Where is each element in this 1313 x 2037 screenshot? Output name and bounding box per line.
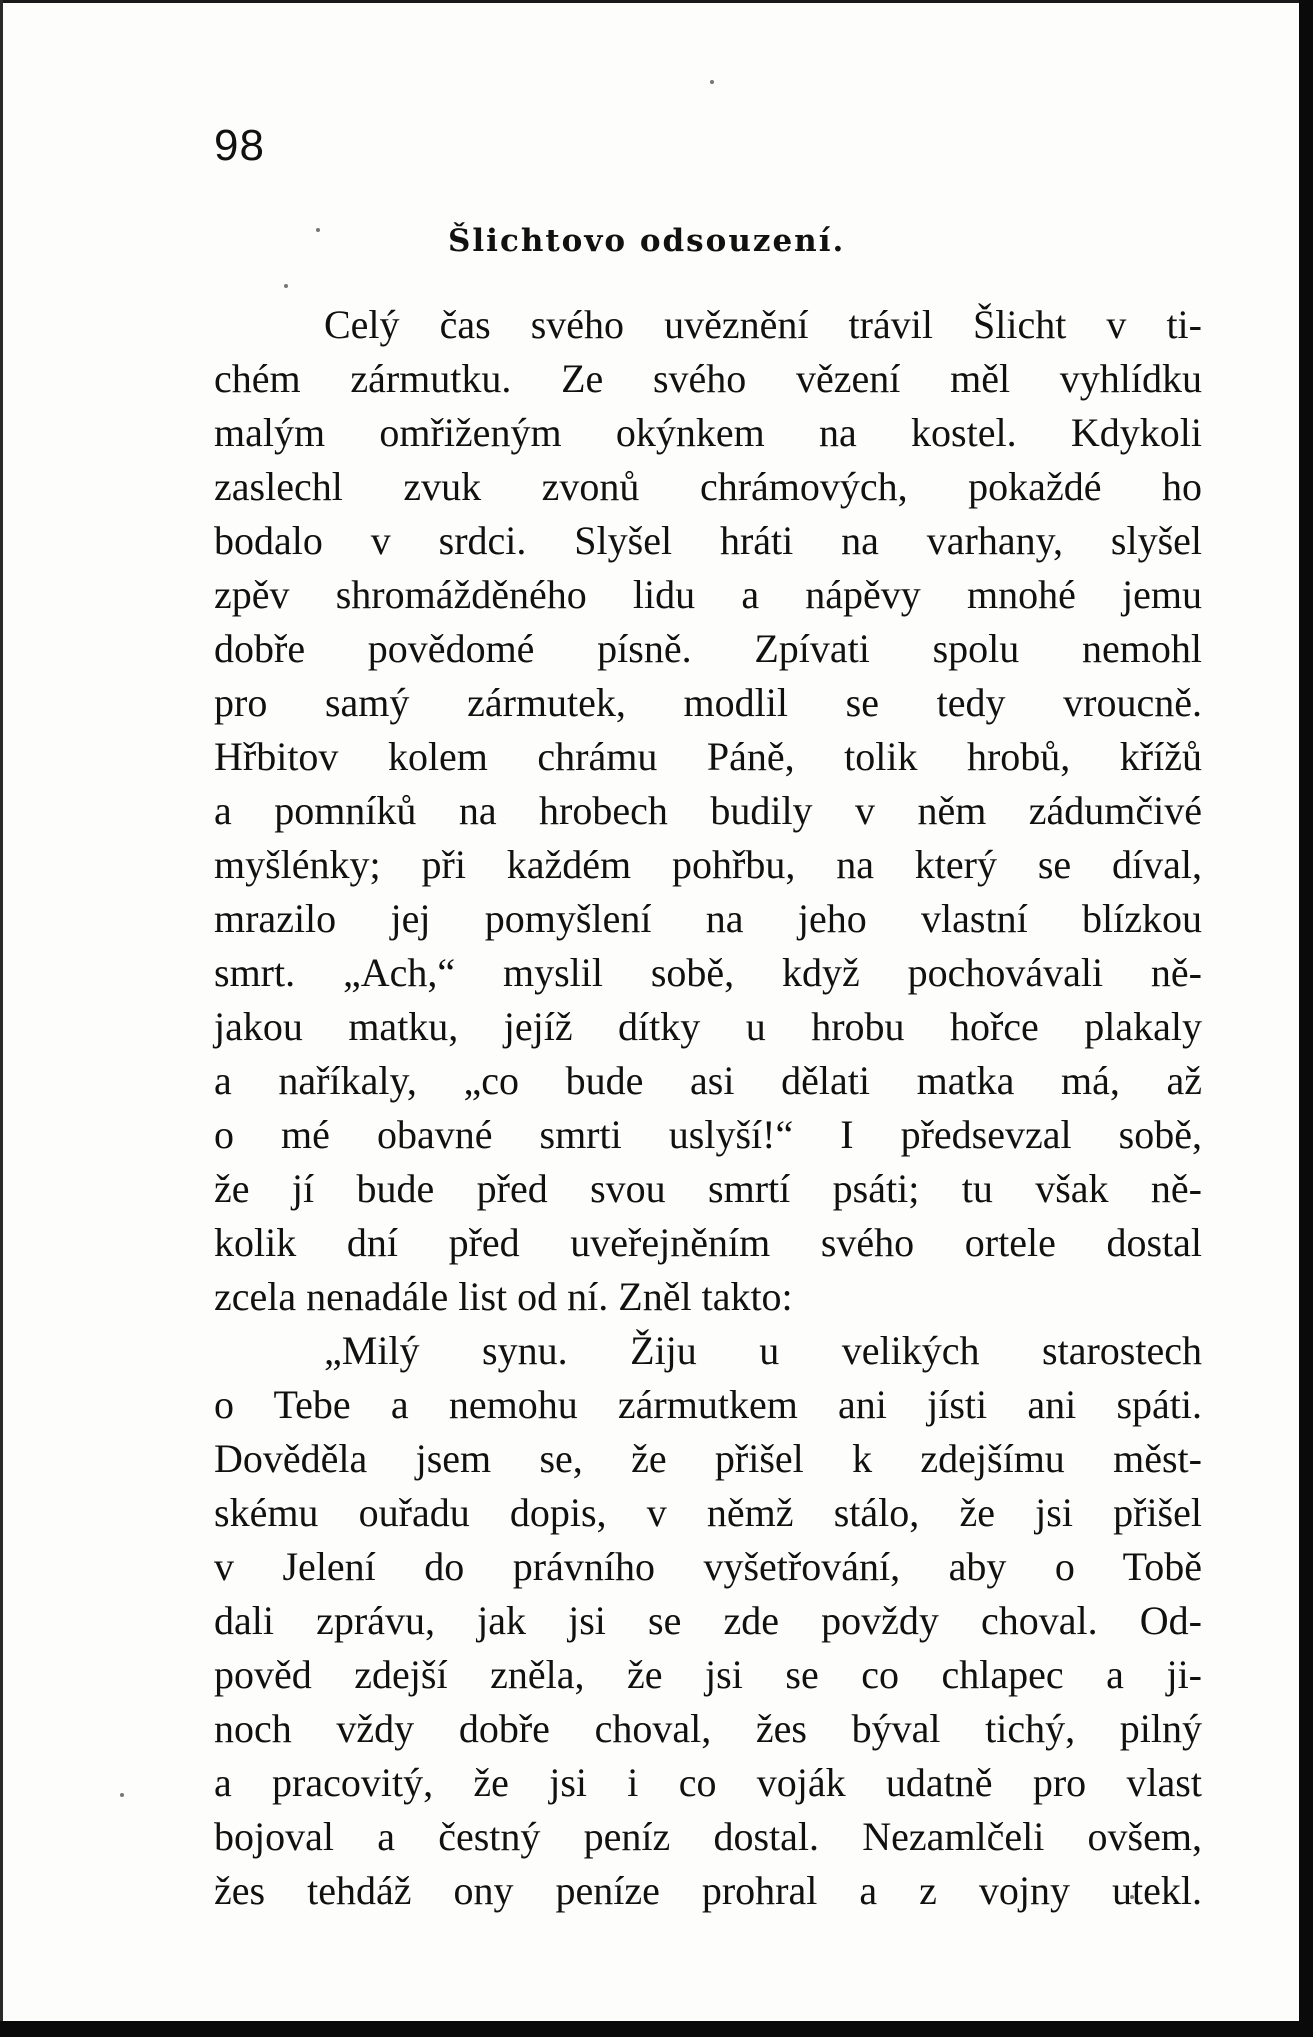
scan-speck (120, 1793, 124, 1797)
text-line: mrazilo jej pomyšlení na jeho vlastní blízkou (214, 896, 1202, 941)
text-line: malým omřiženým okýnkem na kostel. Kdykoli (214, 410, 1202, 455)
text-line: noch vždy dobře choval, žes býval tichý, pilný (214, 1706, 1202, 1751)
scan-speck (710, 80, 714, 84)
scan-border-right (1299, 0, 1313, 2037)
text-line: smrt. „Ach,“ myslil sobě, když pochovávali ně- (214, 950, 1202, 995)
text-line: jakou matku, jejíž dítky u hrobu hořce plakaly (214, 1004, 1202, 1049)
text-line: bodalo v srdci. Slyšel hráti na varhany, slyšel (214, 518, 1202, 563)
text-line: a naříkaly, „co bude asi dělati matka má, až (214, 1058, 1202, 1103)
text-line: dobře povědomé písně. Zpívati spolu nemohl (214, 626, 1202, 671)
text-line: Celý čas svého uvěznění trávil Šlicht v ti- (324, 302, 1202, 347)
text-line: kolik dní před uveřejněním svého ortele dostal (214, 1220, 1202, 1265)
scan-border-left (0, 0, 3, 2037)
text-line: pověd zdejší zněla, že jsi se co chlapec a ji- (214, 1652, 1202, 1697)
scan-border-top (0, 0, 1313, 3)
scan-speck (284, 284, 288, 288)
text-line: že jí bude před svou smrtí psáti; tu však ně- (214, 1166, 1202, 1211)
text-line: chém zármutku. Ze svého vězení měl vyhlídku (214, 356, 1202, 401)
text-line: „Milý synu. Žiju u velikých starostech (324, 1328, 1202, 1373)
text-line: skému ouřadu dopis, v němž stálo, že jsi přišel (214, 1490, 1202, 1535)
text-line: myšlénky; při každém pohřbu, na který se díval, (214, 842, 1202, 887)
body-text (214, 298, 1202, 1918)
text-line: bojoval a čestný peníz dostal. Nezamlčeli ovšem, (214, 1814, 1202, 1859)
text-line: Hřbitov kolem chrámu Páně, tolik hrobů, křížů (214, 734, 1202, 779)
text-line: dali zprávu, jak jsi se zde povždy choval. Od- (214, 1598, 1202, 1643)
text-line: Dověděla jsem se, že přišel k zdejšímu měst- (214, 1436, 1202, 1481)
text-line: pro samý zármutek, modlil se tedy vroucně. (214, 680, 1202, 725)
scan-border-bottom (0, 2021, 1313, 2037)
text-line: o Tebe a nemohu zármutkem ani jísti ani spáti. (214, 1382, 1202, 1427)
text-line: o mé obavné smrti uslyší!“ I předsevzal sobě, (214, 1112, 1202, 1157)
page-number: 98 (214, 121, 265, 170)
text-line: zcela nenadále list od ní. Zněl takto: (214, 1274, 793, 1319)
section-heading: Šlichtovo odsouzení. (448, 223, 846, 259)
text-line: žes tehdáž ony peníze prohral a z vojny utekl. (214, 1868, 1202, 1913)
scan-speck (316, 228, 320, 232)
text-line: a pomníků na hrobech budily v něm zádumčivé (214, 788, 1202, 833)
text-line: zaslechl zvuk zvonů chrámových, pokaždé ho (214, 464, 1202, 509)
text-line: zpěv shromážděného lidu a nápěvy mnohé jemu (214, 572, 1202, 617)
text-line: v Jelení do právního vyšetřování, aby o Tobě (214, 1544, 1202, 1589)
text-line: a pracovitý, že jsi i co voják udatně pro vlast (214, 1760, 1202, 1805)
